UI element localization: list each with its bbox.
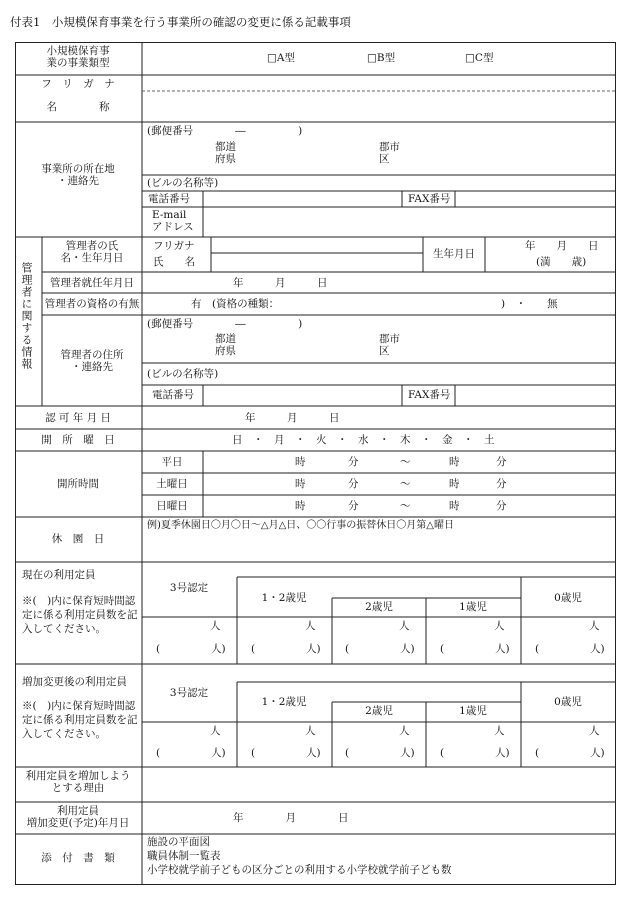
type-a-checkbox[interactable]: □A型 [267,52,296,64]
current-capacity-note: ※( )内に保育短時間認定に係る利用定員数を記入してください。 [22,595,138,636]
facility-furigana-field[interactable] [145,77,611,89]
appointed-date-label: 管理者就任年月日 [50,277,134,289]
manager-fax-label: FAX番号 [408,389,451,401]
facility-name-field[interactable] [145,94,611,120]
fax-field[interactable] [457,192,613,206]
age-value[interactable]: (満 歳) [536,256,587,268]
fax-label: FAX番号 [408,193,451,205]
manager-postal-code-field[interactable]: (郵便番号 ― ) [147,318,303,330]
attachments-label: 添 付 書 類 [41,852,115,864]
attachment-item: 施設の平面図 [147,836,210,848]
birth-date-label: 生年月日 [433,248,475,260]
open-days-label: 開 所 曜 日 [41,434,115,446]
business-type-label: 小規模保育事 業の事業類型 [46,45,110,70]
email-label: E-mail アドレス [152,209,194,234]
qualification-label: 管理者の資格の有無 [44,298,140,310]
facility-name-label: 名 称 [46,101,110,113]
current-age12-header: 1・2歳児 [261,592,307,604]
change-date-label: 利用定員 増加変更(予定)年月日 [26,805,130,830]
building-name-field[interactable]: (ビルの名称等) [147,177,219,189]
reason-label: 利用定員を増加しよう とする理由 [25,770,131,795]
reason-field[interactable] [145,769,613,800]
manager-building-field[interactable]: (ビルの名称等) [147,368,219,380]
form-title: 付表1 小規模保育事業を行う事業所の確認の変更に係る記載事項 [10,15,351,29]
business-address-label: 事業所の所在地 ・連絡先 [41,163,115,188]
birth-date-value[interactable]: 年 月 日 [525,240,599,252]
increased-cert3-header: 3号認定 [169,687,209,699]
change-date-value[interactable]: 年 月 日 [233,812,349,824]
increased-age0-header: 0歳児 [554,696,582,708]
appointed-date-value[interactable]: 年 月 日 [233,277,328,289]
opening-hours-label: 開所時間 [57,478,99,490]
postal-code-field[interactable]: (郵便番号 ― ) [147,125,303,137]
increased-capacity-label: 増加変更後の利用定員 [22,676,127,688]
type-b-checkbox[interactable]: □B型 [367,52,396,64]
increased-age2-header: 2歳児 [365,705,393,717]
type-c-checkbox[interactable]: □C型 [465,52,494,64]
holiday-example[interactable]: 例)夏季休園日〇月〇日～△月△日、〇〇行事の振替休日〇月第△曜日 [147,520,454,531]
hours-saturday-label: 土曜日 [156,478,188,490]
manager-furigana-field[interactable] [213,239,421,251]
hours-weekday-label: 平日 [161,456,183,468]
current-age1-header: 1歳児 [459,601,487,613]
increased-age12-header: 1・2歳児 [261,696,307,708]
manager-prefecture-label: 都道 府県 [215,333,236,358]
approval-date-label: 認 可 年 月 日 [45,412,111,424]
approval-date-value[interactable]: 年 月 日 [245,412,340,424]
manager-name-field[interactable] [213,255,421,270]
tel-label: 電話番号 [148,193,190,205]
manager-fax-field[interactable] [457,386,613,404]
manager-city-label: 郡市 区 [379,333,400,358]
hours-sunday-label: 日曜日 [156,500,188,512]
attachment-item: 小学校就学前子どもの区分ごとの利用する小学校就学前子ども数 [147,864,452,876]
manager-address-label: 管理者の住所 ・連絡先 [60,349,124,374]
open-days-options[interactable]: 日 ・ 月 ・ 火 ・ 水 ・ 木 ・ 金 ・ 土 [232,434,495,446]
manager-furigana-label: フリガナ [153,240,195,252]
increased-age1-header: 1歳児 [459,705,487,717]
current-cert3-header: 3号認定 [169,582,209,594]
application-form: 小規模保育事 業の事業類型 □A型 □B型 □C型 フ リ ガ ナ 名 称 事業所の所在地 ・連絡先 (郵便番号 ― ) 都道 府県 郡市 区 (ビルの名称等) 電話番号 FAX番号 E-mail アドレス 管理者に関する情報 管理者の氏 名・生年月日 フリガナ 氏 名 生年月日 年 月 日 (満 歳) 管理者就任年月日 年 月 日 管理者の資格の有無 有 (資格の種類： ) ・ 無 管理者の住所 ・連絡先 (郵便番号 ― ) 都道 府県 郡市 区 (ビルの名称等) 電話番号 FAX番号 認 可 年 月 日 年 月 日 開 所 曜 日 日 ・ 月 ・ 火 ・ 水 ・ 木 ・ 金 ・ 土 開所時間 平日 土曜日 日曜日 時 分 ～ 時 分 時 分 ～ 時 分 時 分 ～ 時 分 休 園 日 例)夏季休園日〇月〇日～△月△日、〇〇行事の振替休日〇月第△曜日 現在の利用定員 ※( )内に保育短時間認定に係る利用定員数を記入してください。 3号認定 1・2歳児 2歳児 1歳児 0歳児 人 人 人 人 人 ( 人) ( 人) ( 人) ( 人) ( 人) 増加変更後の利用定員 ※( )内に保育短時間認定に係る利用定員数を記入してください。 3号認定 1・2歳児 2歳児 1歳児 0歳児 人 人 人 人 人 ( 人) ( 人) ( 人) ( 人) ( 人) 利用定員を増加しよう とする理由 利用定員 増加変更(予定)年月日 年 月 日 添 付 書 類 施設の平面図 職員体制一覧表 小学校就学前子どもの区分ごとの利用する小学校就学前子ども数 [15,42,616,885]
email-field[interactable] [205,208,613,236]
manager-shimei-label: 氏 名 [153,256,195,268]
manager-name-label: 管理者の氏 名・生年月日 [60,240,124,265]
manager-tel-field[interactable] [205,386,400,404]
manager-tel-label: 電話番号 [152,389,194,401]
city-label: 郡市 区 [379,141,400,166]
increased-capacity-note: ※( )内に保育短時間認定に係る利用定員数を記入してください。 [22,700,138,741]
tel-field[interactable] [205,192,400,206]
current-age0-header: 0歳児 [554,592,582,604]
manager-section-label: 管理者に関する情報 [20,262,33,370]
prefecture-label: 都道 府県 [215,141,236,166]
holiday-label: 休 園 日 [51,533,105,545]
current-capacity-label: 現在の利用定員 [22,569,96,581]
attachment-item: 職員体制一覧表 [147,850,221,862]
furigana-label: フ リ ガ ナ [41,78,115,90]
qualification-value[interactable]: 有 (資格の種類： [191,298,280,310]
current-age2-header: 2歳児 [365,601,393,613]
qualification-none-option[interactable]: ) ・ 無 [501,298,558,310]
